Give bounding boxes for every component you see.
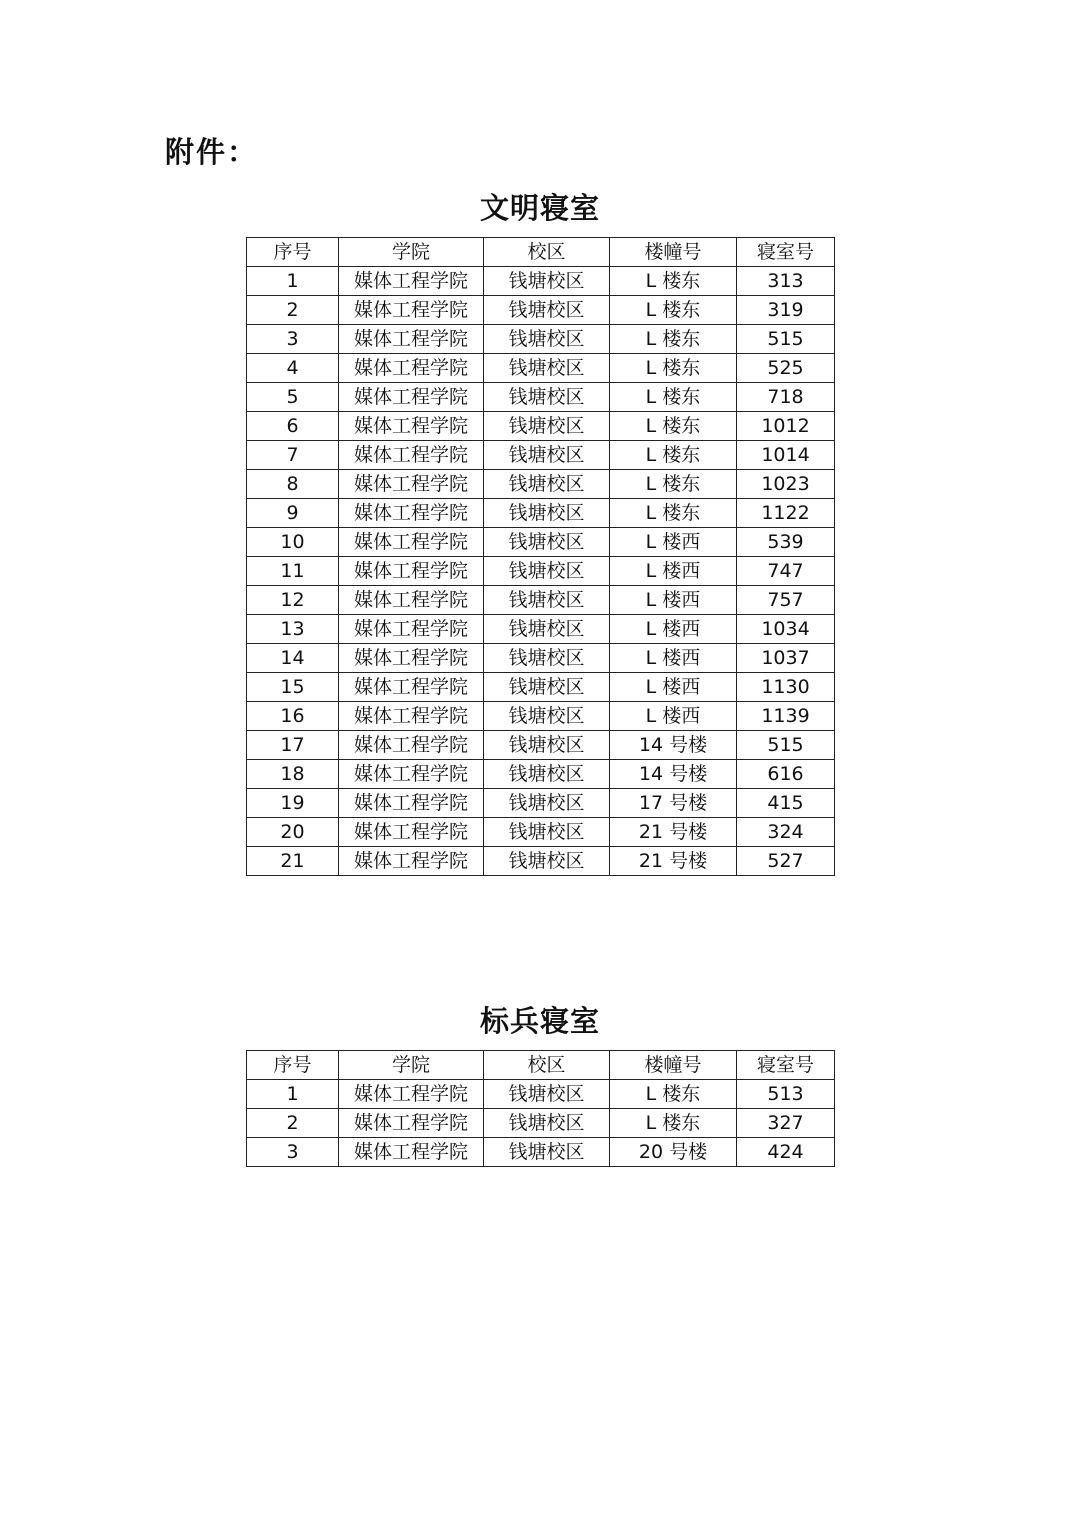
- cell-room: 1139: [737, 702, 835, 731]
- table-row: [247, 557, 835, 586]
- cell-campus: 钱塘校区: [484, 789, 610, 818]
- cell-building: 17 号楼: [610, 789, 737, 818]
- cell-campus: 钱塘校区: [484, 470, 610, 499]
- cell-college: 媒体工程学院: [339, 644, 484, 673]
- cell-index: 12: [247, 586, 339, 615]
- table-row: [247, 847, 835, 876]
- cell-college: 媒体工程学院: [339, 470, 484, 499]
- header-room: 寝室号: [737, 1051, 835, 1080]
- cell-college: 媒体工程学院: [339, 702, 484, 731]
- table-row: [247, 731, 835, 760]
- table-header-row: [247, 1051, 835, 1080]
- cell-campus: 钱塘校区: [484, 499, 610, 528]
- cell-building: L 楼西: [610, 644, 737, 673]
- table-row: [247, 1109, 835, 1138]
- table-row: [247, 354, 835, 383]
- cell-room: 757: [737, 586, 835, 615]
- cell-index: 3: [247, 325, 339, 354]
- header-index: 序号: [247, 1051, 339, 1080]
- cell-campus: 钱塘校区: [484, 644, 610, 673]
- cell-index: 8: [247, 470, 339, 499]
- cell-room: 718: [737, 383, 835, 412]
- cell-index: 14: [247, 644, 339, 673]
- cell-room: 324: [737, 818, 835, 847]
- header-index: 序号: [247, 238, 339, 267]
- cell-room: 424: [737, 1138, 835, 1167]
- cell-building: 14 号楼: [610, 760, 737, 789]
- table-row: [247, 818, 835, 847]
- cell-room: 515: [737, 731, 835, 760]
- cell-index: 19: [247, 789, 339, 818]
- cell-campus: 钱塘校区: [484, 818, 610, 847]
- table-row: [247, 702, 835, 731]
- cell-campus: 钱塘校区: [484, 1109, 610, 1138]
- cell-room: 616: [737, 760, 835, 789]
- section-title-civilized-dorms: 文明寝室: [479, 191, 600, 225]
- cell-building: 21 号楼: [610, 847, 737, 876]
- table-header-row: [247, 238, 835, 267]
- cell-index: 2: [247, 1109, 339, 1138]
- cell-campus: 钱塘校区: [484, 267, 610, 296]
- cell-room: 747: [737, 557, 835, 586]
- cell-college: 媒体工程学院: [339, 847, 484, 876]
- cell-index: 6: [247, 412, 339, 441]
- header-building: 楼幢号: [610, 238, 737, 267]
- cell-college: 媒体工程学院: [339, 267, 484, 296]
- cell-room: 1037: [737, 644, 835, 673]
- cell-college: 媒体工程学院: [339, 789, 484, 818]
- cell-college: 媒体工程学院: [339, 731, 484, 760]
- cell-college: 媒体工程学院: [339, 615, 484, 644]
- cell-campus: 钱塘校区: [484, 673, 610, 702]
- cell-campus: 钱塘校区: [484, 354, 610, 383]
- cell-campus: 钱塘校区: [484, 325, 610, 354]
- cell-building: L 楼西: [610, 615, 737, 644]
- table-row: [247, 296, 835, 325]
- table-row: [247, 615, 835, 644]
- cell-building: L 楼东: [610, 1080, 737, 1109]
- cell-room: 527: [737, 847, 835, 876]
- cell-index: 10: [247, 528, 339, 557]
- table-row: [247, 528, 835, 557]
- cell-college: 媒体工程学院: [339, 673, 484, 702]
- cell-college: 媒体工程学院: [339, 412, 484, 441]
- cell-college: 媒体工程学院: [339, 557, 484, 586]
- cell-index: 5: [247, 383, 339, 412]
- cell-college: 媒体工程学院: [339, 499, 484, 528]
- cell-room: 1023: [737, 470, 835, 499]
- cell-college: 媒体工程学院: [339, 760, 484, 789]
- cell-room: 513: [737, 1080, 835, 1109]
- table-row: [247, 470, 835, 499]
- cell-index: 16: [247, 702, 339, 731]
- cell-index: 7: [247, 441, 339, 470]
- cell-room: 319: [737, 296, 835, 325]
- header-college: 学院: [339, 1051, 484, 1080]
- table-row: [247, 673, 835, 702]
- header-college: 学院: [339, 238, 484, 267]
- header-campus: 校区: [484, 238, 610, 267]
- cell-college: 媒体工程学院: [339, 441, 484, 470]
- cell-campus: 钱塘校区: [484, 586, 610, 615]
- cell-index: 20: [247, 818, 339, 847]
- cell-college: 媒体工程学院: [339, 1138, 484, 1167]
- table-row: [247, 586, 835, 615]
- cell-building: 14 号楼: [610, 731, 737, 760]
- cell-college: 媒体工程学院: [339, 383, 484, 412]
- cell-college: 媒体工程学院: [339, 1109, 484, 1138]
- cell-campus: 钱塘校区: [484, 441, 610, 470]
- cell-college: 媒体工程学院: [339, 325, 484, 354]
- section-title-model-dorms: 标兵寝室: [479, 1004, 600, 1038]
- cell-room: 539: [737, 528, 835, 557]
- cell-index: 9: [247, 499, 339, 528]
- table-row: [247, 383, 835, 412]
- table-row: [247, 1138, 835, 1167]
- cell-campus: 钱塘校区: [484, 615, 610, 644]
- cell-index: 1: [247, 267, 339, 296]
- cell-building: 21 号楼: [610, 818, 737, 847]
- table-row: [247, 441, 835, 470]
- attachment-label: 附件：: [165, 135, 259, 169]
- cell-campus: 钱塘校区: [484, 847, 610, 876]
- cell-campus: 钱塘校区: [484, 528, 610, 557]
- cell-index: 4: [247, 354, 339, 383]
- table-row: [247, 760, 835, 789]
- cell-building: L 楼西: [610, 557, 737, 586]
- cell-room: 1122: [737, 499, 835, 528]
- cell-building: L 楼东: [610, 267, 737, 296]
- cell-campus: 钱塘校区: [484, 702, 610, 731]
- cell-index: 15: [247, 673, 339, 702]
- cell-room: 415: [737, 789, 835, 818]
- cell-campus: 钱塘校区: [484, 383, 610, 412]
- cell-building: L 楼东: [610, 383, 737, 412]
- cell-campus: 钱塘校区: [484, 1080, 610, 1109]
- cell-building: L 楼东: [610, 412, 737, 441]
- cell-college: 媒体工程学院: [339, 354, 484, 383]
- cell-index: 3: [247, 1138, 339, 1167]
- cell-college: 媒体工程学院: [339, 1080, 484, 1109]
- cell-room: 313: [737, 267, 835, 296]
- cell-college: 媒体工程学院: [339, 528, 484, 557]
- table-row: [247, 499, 835, 528]
- cell-index: 13: [247, 615, 339, 644]
- cell-index: 21: [247, 847, 339, 876]
- header-room: 寝室号: [737, 238, 835, 267]
- cell-building: L 楼西: [610, 673, 737, 702]
- cell-campus: 钱塘校区: [484, 1138, 610, 1167]
- cell-room: 1014: [737, 441, 835, 470]
- table-row: [247, 325, 835, 354]
- table-body: [247, 1080, 835, 1167]
- cell-room: 1130: [737, 673, 835, 702]
- cell-building: L 楼东: [610, 499, 737, 528]
- cell-index: 1: [247, 1080, 339, 1109]
- cell-building: L 楼西: [610, 702, 737, 731]
- cell-college: 媒体工程学院: [339, 818, 484, 847]
- cell-room: 327: [737, 1109, 835, 1138]
- table-row: [247, 644, 835, 673]
- cell-building: L 楼东: [610, 470, 737, 499]
- cell-building: L 楼东: [610, 441, 737, 470]
- cell-building: L 楼西: [610, 586, 737, 615]
- cell-index: 18: [247, 760, 339, 789]
- header-building: 楼幢号: [610, 1051, 737, 1080]
- cell-index: 2: [247, 296, 339, 325]
- cell-campus: 钱塘校区: [484, 557, 610, 586]
- cell-campus: 钱塘校区: [484, 412, 610, 441]
- cell-index: 17: [247, 731, 339, 760]
- cell-index: 11: [247, 557, 339, 586]
- cell-building: L 楼东: [610, 325, 737, 354]
- table-row: [247, 267, 835, 296]
- cell-building: 20 号楼: [610, 1138, 737, 1167]
- model-dorms-table: [246, 1050, 835, 1167]
- cell-room: 1034: [737, 615, 835, 644]
- table-row: [247, 412, 835, 441]
- cell-building: L 楼东: [610, 296, 737, 325]
- table-row: [247, 1080, 835, 1109]
- cell-campus: 钱塘校区: [484, 760, 610, 789]
- cell-campus: 钱塘校区: [484, 731, 610, 760]
- table-body: [247, 267, 835, 876]
- cell-building: L 楼东: [610, 1109, 737, 1138]
- table-row: [247, 789, 835, 818]
- cell-college: 媒体工程学院: [339, 586, 484, 615]
- cell-room: 1012: [737, 412, 835, 441]
- cell-room: 525: [737, 354, 835, 383]
- cell-college: 媒体工程学院: [339, 296, 484, 325]
- cell-room: 515: [737, 325, 835, 354]
- cell-building: L 楼东: [610, 354, 737, 383]
- header-campus: 校区: [484, 1051, 610, 1080]
- civilized-dorms-table: [246, 237, 835, 876]
- cell-campus: 钱塘校区: [484, 296, 610, 325]
- cell-building: L 楼西: [610, 528, 737, 557]
